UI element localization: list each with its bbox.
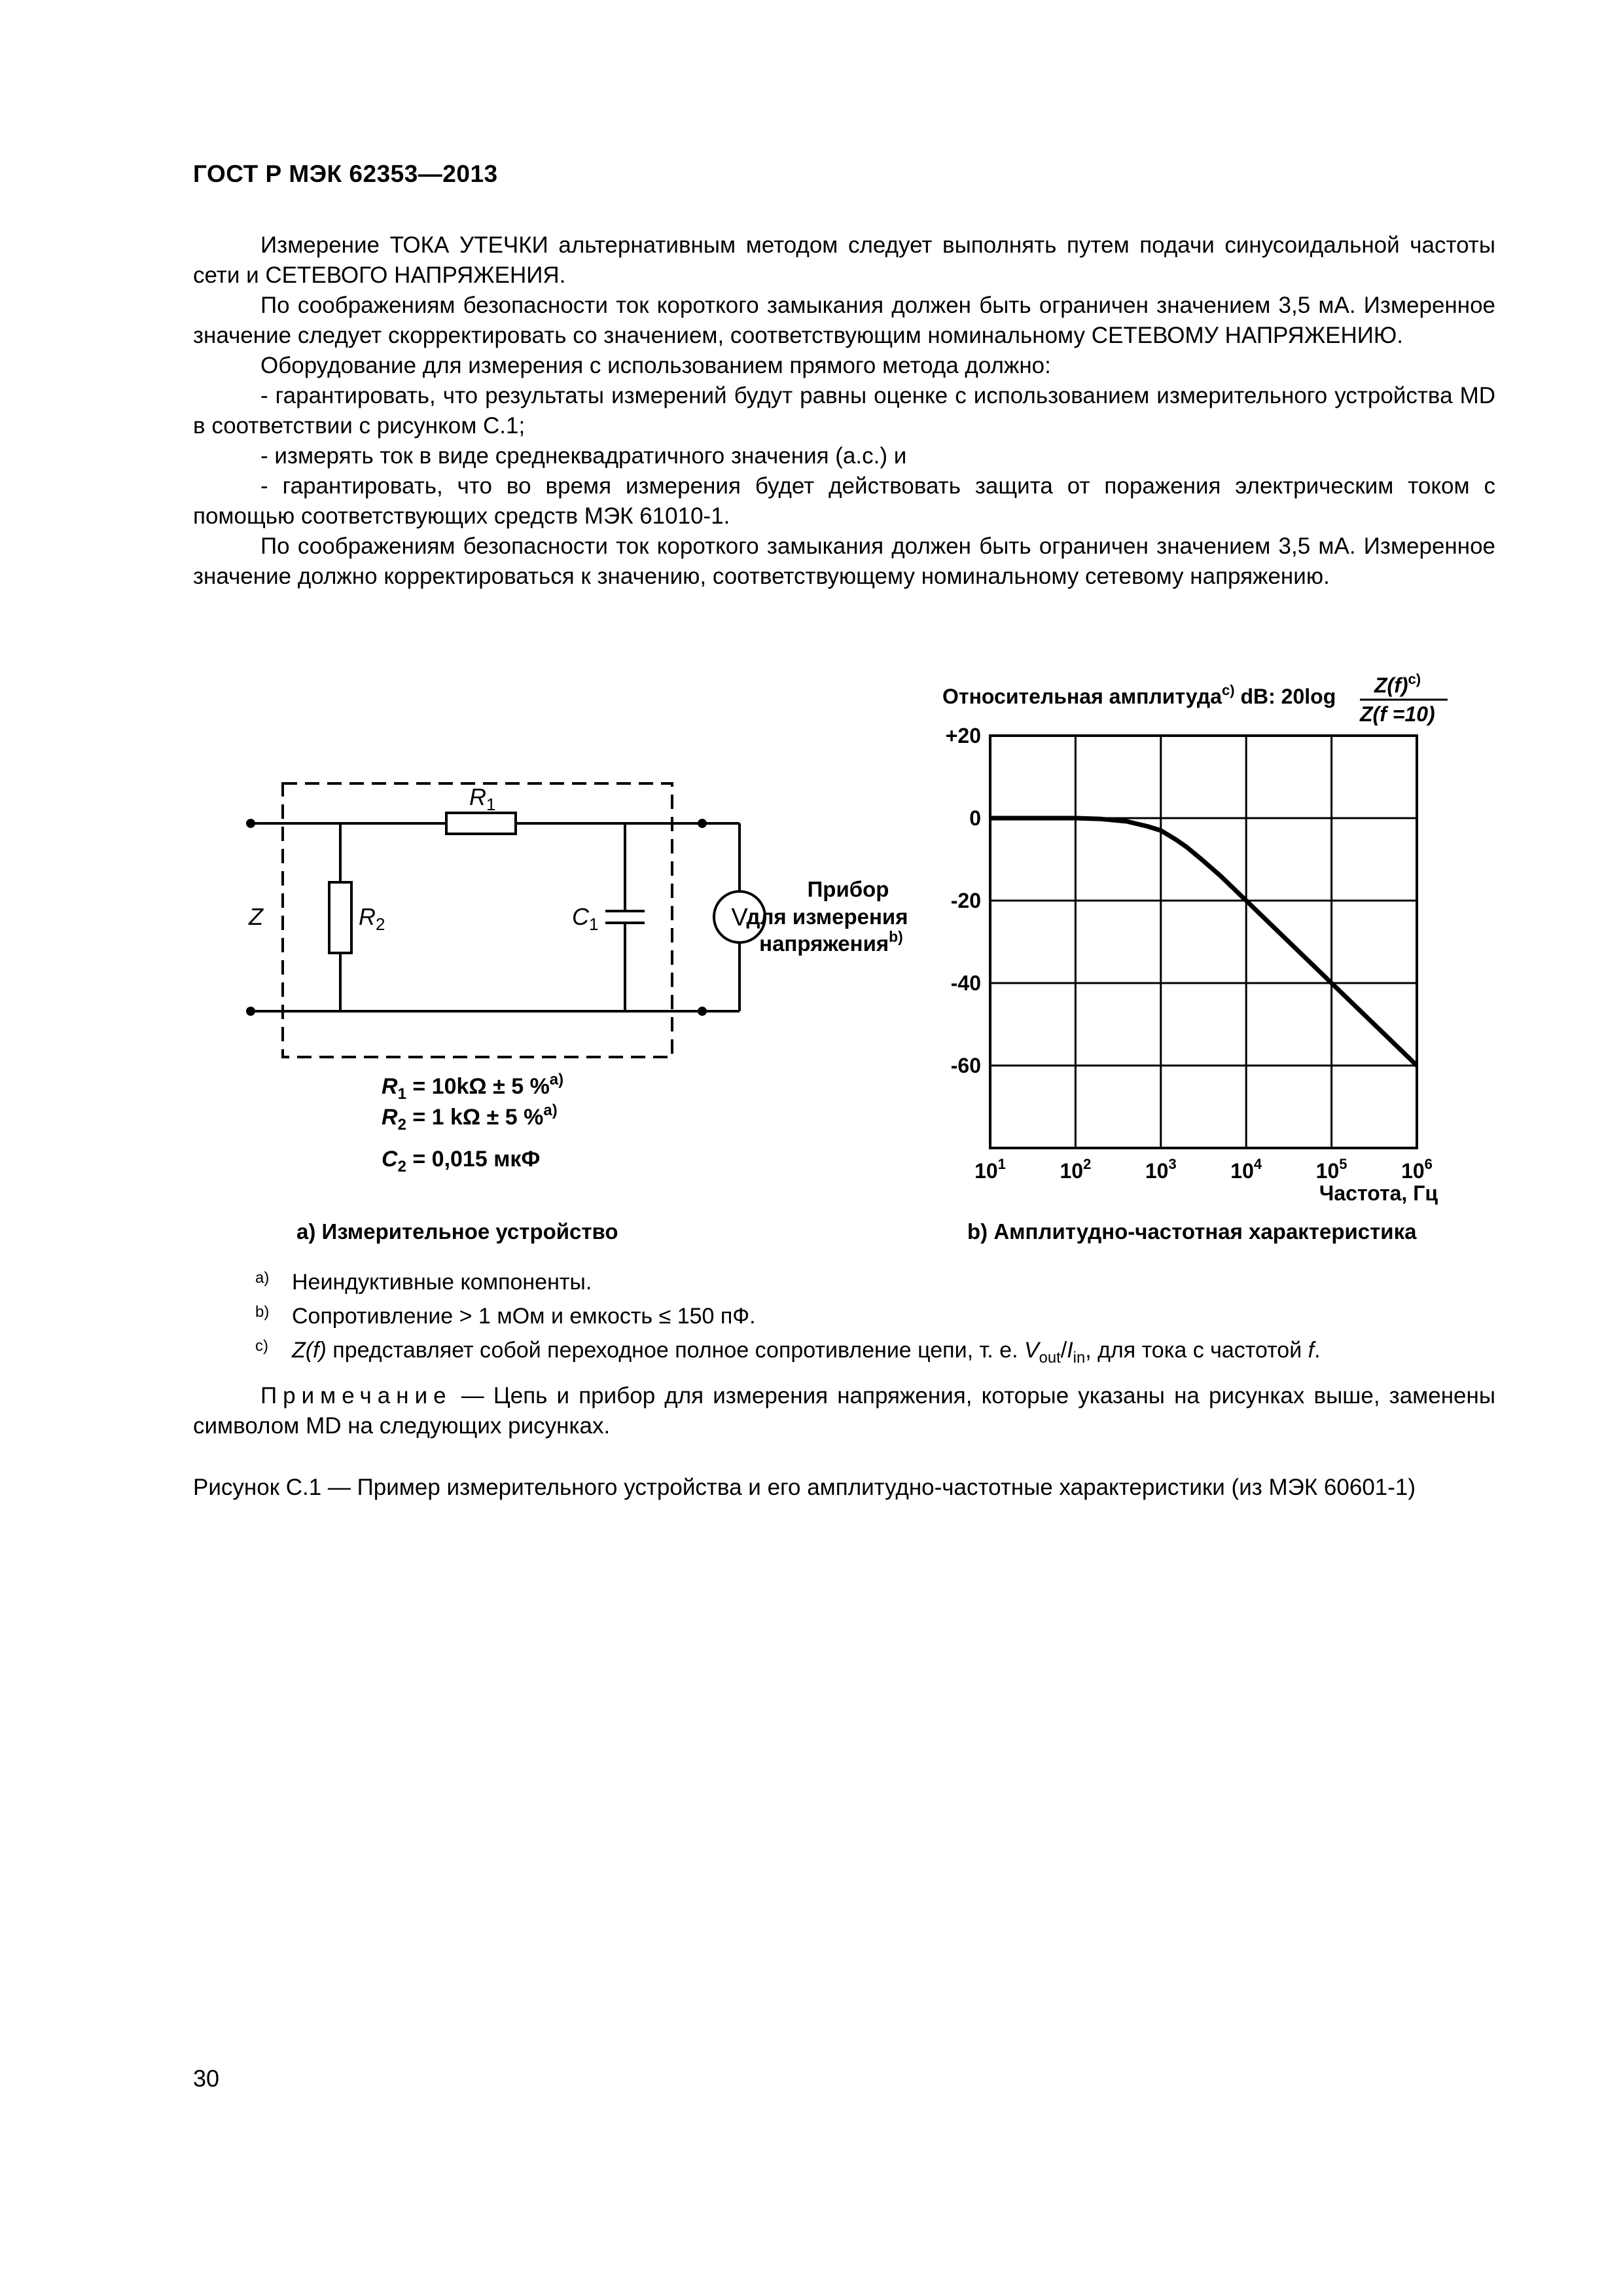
list-item: - гарантировать, что результаты измерений будут равны оценке с использованием измерительного устройства MD в соответствии с рисунком С.1; bbox=[193, 383, 1495, 439]
chart-x-tick-label: $10^1$ bbox=[974, 1156, 1006, 1183]
footnote-text: Неиндуктивные компоненты. bbox=[292, 1270, 592, 1295]
footnote-mark: a) bbox=[255, 1269, 270, 1287]
circuit-caption: a) Измерительное устройство bbox=[296, 1219, 618, 1244]
footnote-v-sub: out bbox=[1039, 1348, 1061, 1367]
paragraph: Оборудование для измерения с использованием прямого метода должно: bbox=[260, 353, 1051, 378]
meter-label-line2: для измерения bbox=[746, 905, 908, 929]
chart-x-tick-label: $10^6$ bbox=[1401, 1156, 1433, 1183]
footnote-text: , для тока с частотой bbox=[1085, 1338, 1308, 1363]
terminal-dot bbox=[698, 819, 707, 828]
note-label: Примечание bbox=[260, 1383, 452, 1408]
footnotes bbox=[255, 1263, 1321, 1372]
footnote-i-sub: in bbox=[1073, 1348, 1086, 1367]
r2-label: $R_2$ bbox=[359, 903, 385, 934]
footnote-text: представляет собой переходное полное сопротивление цепи, т. е. bbox=[326, 1338, 1024, 1363]
chart-y-tick-label: +20 bbox=[945, 724, 981, 747]
chart-caption: b) Амплитудно-частотная характеристика bbox=[967, 1219, 1417, 1244]
chart-y-tick-label: -20 bbox=[950, 889, 981, 912]
param-r2: $R_2 = 1$ kΩ ± 5 %$^{a)}$ bbox=[382, 1102, 558, 1134]
chart-frame bbox=[990, 736, 1417, 1148]
paragraph: Измерение ТОКА УТЕЧКИ альтернативным методом следует выполнять путем подачи синусоидальной частоты сети и СЕТЕВОГО НАПРЯЖЕНИЯ. bbox=[193, 232, 1495, 288]
figure-svg bbox=[0, 655, 1623, 1309]
note-text: — Цепь и прибор для измерения напряжения, которые указаны на рисунках выше, заменены символом MD на следующих рисунках. bbox=[193, 1383, 1495, 1439]
chart-x-axis-label: Частота, Гц bbox=[1319, 1181, 1438, 1205]
chart-fraction-numerator: $Z(f)^{c)}$ bbox=[1374, 671, 1421, 697]
terminal-dot bbox=[698, 1007, 707, 1016]
footnote-c bbox=[255, 1331, 1321, 1372]
footnote-zf: Z(f) bbox=[292, 1338, 327, 1363]
paragraph: По соображениям безопасности ток короткого замыкания должен быть ограничен значением 3,5 мА. Измеренное значение должно корректироваться к значению, соответствующему номинальному сетевому напряжению. bbox=[193, 533, 1495, 589]
figure-c1 bbox=[0, 655, 1623, 1309]
body-text bbox=[193, 230, 1495, 592]
footnote-slash: / bbox=[1060, 1338, 1067, 1363]
footnote-mark: c) bbox=[255, 1337, 268, 1355]
circuit-diagram bbox=[251, 783, 765, 1057]
note bbox=[193, 1381, 1495, 1441]
chart-x-axis bbox=[974, 1156, 1433, 1183]
chart-y-axis bbox=[946, 724, 981, 1077]
chart-title-text: Относительная амплитуда$^{c)}$ dB: 20log bbox=[942, 682, 1336, 708]
page-number: 30 bbox=[193, 2065, 220, 2092]
terminals bbox=[246, 819, 707, 1016]
footnote-text: Сопротивление > 1 мОм и емкость ≤ 150 пФ. bbox=[292, 1304, 756, 1329]
param-c2: $C_2 = 0,015$ мкФ bbox=[382, 1147, 541, 1175]
chart-title bbox=[942, 671, 1448, 726]
z-label: Z bbox=[249, 903, 263, 930]
chart-y-tick-label: 0 bbox=[969, 806, 981, 830]
footnote-b bbox=[255, 1297, 1321, 1331]
terminal-dot bbox=[246, 1007, 255, 1016]
footnote-i: I bbox=[1067, 1338, 1073, 1363]
r2-resistor bbox=[329, 882, 351, 953]
footnote-f: f bbox=[1308, 1338, 1315, 1363]
meter-label-line3: напряжения$^{b)}$ bbox=[759, 928, 903, 956]
r1-label: $R_1$ bbox=[469, 783, 496, 814]
chart-series-line bbox=[990, 818, 1417, 1066]
paragraph: По соображениям безопасности ток короткого замыкания должен быть ограничен значением 3,5 мА. Измеренное значение следует скорректировать со значением, соответствующим номинальному СЕТЕВОМУ НАПРЯЖЕНИЮ. bbox=[193, 293, 1495, 348]
list-item: - гарантировать, что во время измерения будет действовать защита от поражения электрическим током с помощью соответствующих средств МЭК 61010-1. bbox=[193, 473, 1495, 529]
r1-resistor bbox=[446, 813, 516, 834]
chart-grid bbox=[990, 736, 1417, 1148]
chart-series bbox=[990, 818, 1417, 1066]
voltmeter-glyph: V bbox=[731, 904, 748, 931]
document-header: ГОСТ Р МЭК 62353—2013 bbox=[193, 160, 498, 187]
meter-label-line1: Прибор bbox=[807, 877, 889, 901]
chart-x-tick-label: $10^4$ bbox=[1230, 1156, 1262, 1183]
chart-fraction-denominator: Z(f =10) bbox=[1360, 702, 1435, 726]
chart-y-tick-label: -60 bbox=[950, 1054, 981, 1077]
footnote-a bbox=[255, 1263, 1321, 1297]
chart-x-tick-label: $10^5$ bbox=[1315, 1156, 1347, 1183]
footnote-mark: b) bbox=[255, 1303, 270, 1321]
figure-caption: Рисунок С.1 — Пример измерительного устройства и его амплитудно-частотные характеристики (из МЭК 60601-1) bbox=[193, 1475, 1416, 1500]
chart-x-tick-label: $10^3$ bbox=[1145, 1156, 1177, 1183]
param-r1: $R_1 = 10k\Omega \pm 5$ %$^{a)}$ bbox=[382, 1071, 564, 1103]
terminal-dot bbox=[246, 819, 255, 828]
chart-x-tick-label: $10^2$ bbox=[1060, 1156, 1092, 1183]
footnote-v: V bbox=[1024, 1338, 1039, 1363]
footnote-text: . bbox=[1314, 1338, 1321, 1363]
c1-label: $C_1$ bbox=[572, 903, 599, 934]
chart-y-tick-label: -40 bbox=[950, 971, 981, 995]
list-item: - измерять ток в виде среднеквадратичного значения (a.c.) и bbox=[260, 443, 907, 469]
